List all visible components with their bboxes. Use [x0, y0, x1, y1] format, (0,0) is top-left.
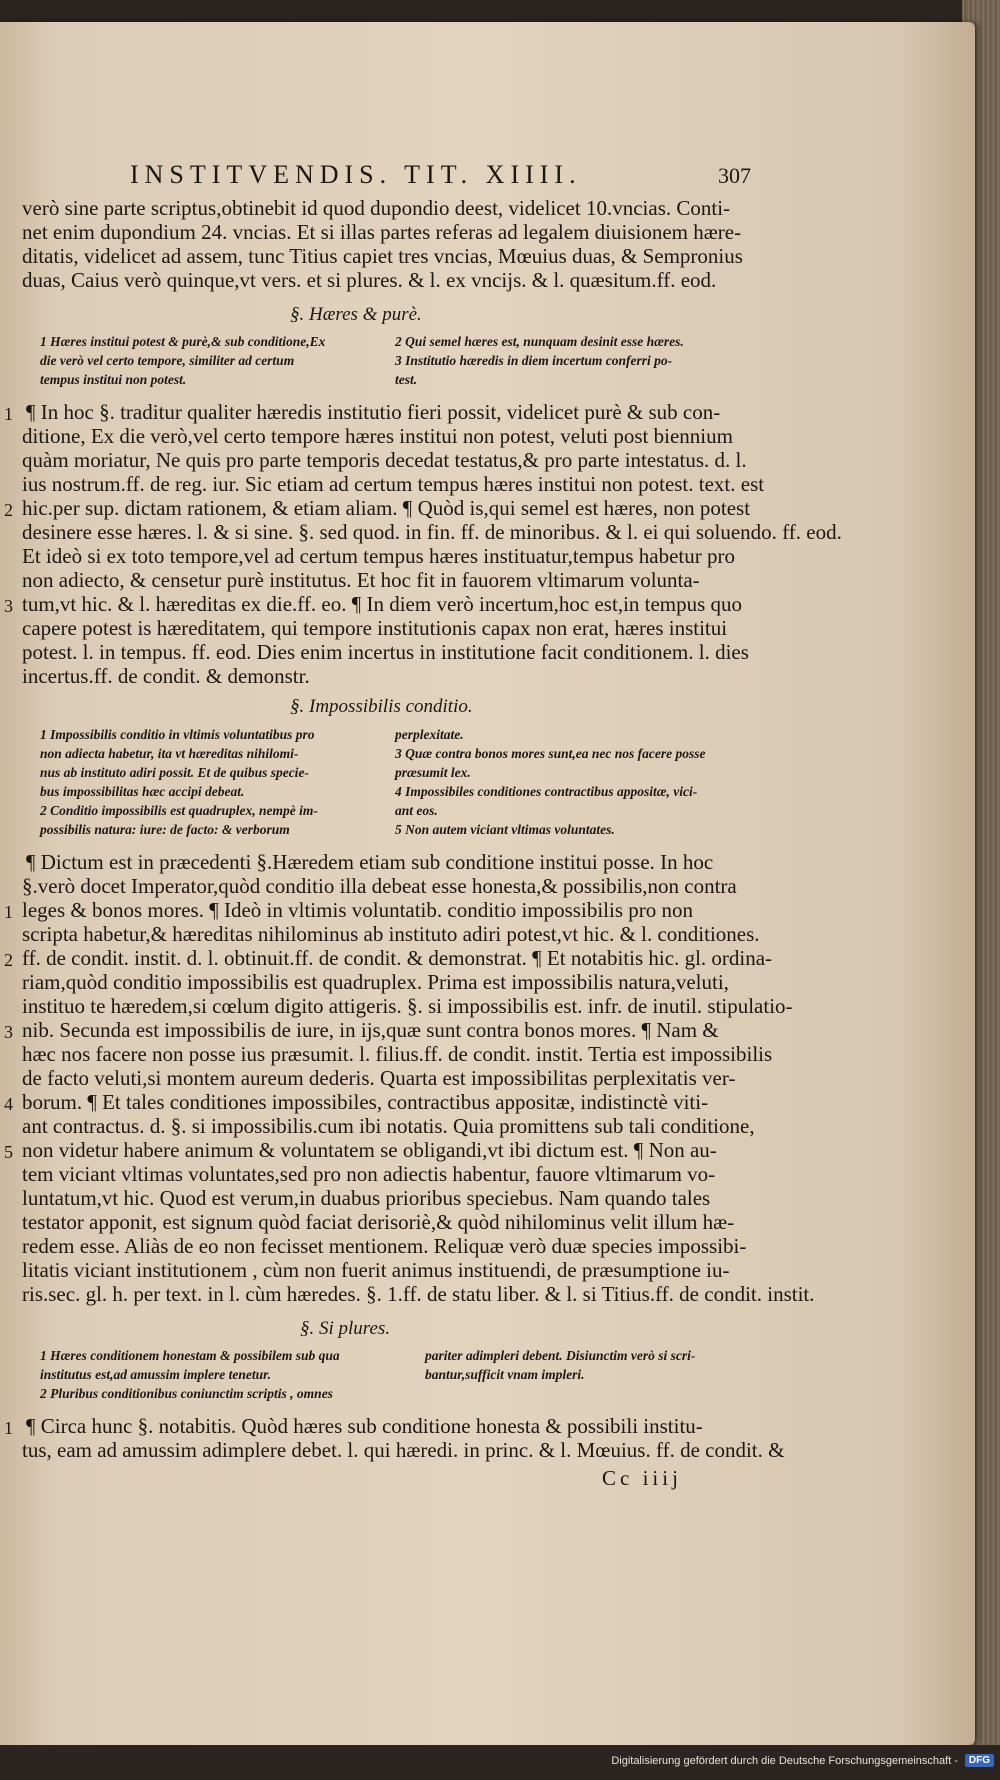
text-line: riam,quòd conditio impossibilis est quadruplex. Prima est impossibilis natura,veluti, — [22, 970, 729, 994]
text-line: quàm moriatur, Ne quis pro parte temporis decedat testatus,& pro parte intestatus. d. l. — [22, 448, 747, 472]
text-line: redem esse. Aliàs de eo non fecisset mentionem. Reliquæ verò duæ species impossibi- — [22, 1234, 747, 1258]
summary-left-line: tempus institui non potest. — [40, 372, 187, 387]
summary-right-line: perplexitate. — [395, 727, 464, 742]
text-line: ¶ In hoc §. traditur qualiter hæredis institutio fieri possit, videlicet purè & sub con- — [26, 400, 721, 424]
text-line: tus, eam ad amussim adimplere debet. l. qui hæredi. in princ. & l. Mœuius. ff. de condit. & — [22, 1438, 785, 1462]
signature-mark: Cc iiij — [602, 1466, 682, 1490]
text-line: hic.per sup. dictam rationem, & etiam aliam. ¶ Quòd is,qui semel est hæres, non potest — [22, 496, 751, 520]
text-line: leges & bonos mores. ¶ Ideò in vltimis voluntatib. conditio impossibilis pro non — [22, 898, 693, 922]
text-line: de facto veluti,si montem aureum dederis. Quarta est impossibilitas perplexitatis ver- — [22, 1066, 736, 1090]
section-title: §. Si plures. — [300, 1318, 391, 1339]
running-head: INSTITVENDIS. TIT. XIIII. — [130, 160, 582, 189]
text-line: ius nostrum.ff. de reg. iur. Sic etiam ad certum tempus hæres institui non potest. text. est — [22, 472, 765, 496]
text-line: tem viciant vltimas voluntates,sed pro non adiectis habentur, fauore vltimarum vo- — [22, 1162, 716, 1186]
summary-right-line: pariter adimpleri debent. Disiunctim verò si scri- — [425, 1348, 696, 1363]
text-line: capere potest is hæreditatem, qui tempore institutionis capax non erat, hæres institui — [22, 616, 728, 640]
text-line: incertus.ff. de condit. & demonstr. — [22, 664, 310, 688]
text-line: ris.sec. gl. h. per text. in l. cùm hæredes. §. 1.ff. de statu liber. & l. si Titius.ff. de condit. instit. — [22, 1282, 815, 1306]
text-line: non adiecto, & censetur purè institutus. Et hoc fit in fauorem vltimarum volunta- — [22, 568, 700, 592]
text-line: ditione, Ex die verò,vel certo tempore hæres institui non potest, veluti post biennium — [22, 424, 733, 448]
text-line: nib. Secunda est impossibilis de iure, in ijs,quæ sunt contra bonos mores. ¶ Nam & — [22, 1018, 719, 1042]
summary-right-line: 3 Institutio hæredis in diem incertum conferri po- — [395, 353, 673, 368]
summary-left-line: 2 Conditio impossibilis est quadruplex, nempè im- — [40, 803, 318, 818]
margin-number: 1 — [4, 1418, 13, 1438]
summary-left-line: non adiecta habetur, ita vt hæreditas nihilomi- — [40, 746, 299, 761]
summary-right-line: ant eos. — [395, 803, 438, 818]
margin-number: 3 — [4, 596, 13, 616]
summary-left-line: 1 Hæres institui potest & purè,& sub conditione,Ex — [40, 334, 326, 349]
summary-left-line: institutus est,ad amussim implere tenetur. — [40, 1367, 272, 1382]
margin-number: 4 — [4, 1094, 13, 1114]
text-line: testator apponit, est signum quòd faciat derisoriè,& quòd nihilominus velit illum hæ- — [22, 1210, 735, 1234]
text-line: verò sine parte scriptus,obtinebit id quod dupondio deest, videlicet 10.vncias. Conti- — [22, 196, 731, 220]
section-title: §. Impossibilis conditio. — [290, 696, 473, 717]
summary-left-line: possibilis natura: iure: de facto: & verborum — [40, 822, 290, 837]
text-line: non videtur habere animum & voluntatem se obligandi,vt ibi dictum est. ¶ Non au- — [22, 1138, 717, 1162]
section-title: §. Hæres & purè. — [290, 304, 422, 325]
text-line: tum,vt hic. & l. hæreditas ex die.ff. eo. ¶ In diem verò incertum,hoc est,in tempus quo — [22, 592, 743, 616]
footer-bar — [0, 1745, 1000, 1780]
margin-number: 3 — [4, 1022, 13, 1042]
text-line: desinere esse hæres. l. & si sine. §. sed quod. in fin. ff. de minoribus. & l. ei qui soluendo. ff. eod. — [22, 520, 842, 544]
summary-left-line: die verò vel certo tempore, similiter ad certum — [40, 353, 295, 368]
summary-right-line: 4 Impossibiles conditiones contractibus appositæ, vici- — [395, 784, 698, 799]
summary-left-line: nus ab instituto adiri possit. Et de quibus specie- — [40, 765, 309, 780]
text-line: ant contractus. d. §. si impossibilis.cum ibi notatis. Quia promittens sub tali conditione, — [22, 1114, 755, 1138]
text-line: §.verò docet Imperator,quòd conditio illa debeat esse honesta,& possibilis,non contra — [22, 874, 737, 898]
margin-number: 2 — [4, 950, 13, 970]
text-line: Et ideò si ex toto tempore,vel ad certum tempus hæres instituatur,tempus habetur pro — [22, 544, 735, 568]
text-line: instituo te hæredem,si cœlum digito attigeris. §. si impossibilis est. infr. de inutil. stipulatio- — [22, 994, 793, 1018]
text-line: ¶ Circa hunc §. notabitis. Quòd hæres sub conditione honesta & possibili institu- — [26, 1414, 703, 1438]
page-number: 307 — [718, 163, 751, 188]
text-line: hæc nos facere non posse ius præsumit. l. filius.ff. de condit. instit. Tertia est impossibilis — [22, 1042, 773, 1066]
summary-right-line: præsumit lex. — [395, 765, 471, 780]
margin-number: 5 — [4, 1142, 13, 1162]
summary-left-line: bus impossibilitas hæc accipi debeat. — [40, 784, 245, 799]
summary-left-line: 2 Pluribus conditionibus coniunctim scriptis , omnes — [40, 1386, 333, 1401]
footer-credit: Digitalisierung gefördert durch die Deutsche Forschungsgemeinschaft - — [611, 1755, 958, 1767]
text-line: ¶ Dictum est in præcedenti §.Hæredem etiam sub conditione institui posse. In hoc — [26, 850, 714, 874]
summary-right-line: bantur,sufficit vnam impleri. — [425, 1367, 585, 1382]
text-line: litatis viciant institutionem , cùm non fuerit animus instituendi, de præsumptione iu- — [22, 1258, 730, 1282]
summary-right-line: 2 Qui semel hæres est, nunquam desinit esse hæres. — [395, 334, 684, 349]
text-line: luntatum,vt hic. Quod est verum,in duabus prioribus speciebus. Nam quando tales — [22, 1186, 711, 1210]
summary-left-line: 1 Impossibilis conditio in vltimis voluntatibus pro — [40, 727, 315, 742]
text-line: scripta habetur,& hæreditas nihilominus ab instituto adiri potest,vt hic. & l. conditiones. — [22, 922, 760, 946]
dfg-logo: DFG — [965, 1754, 994, 1767]
summary-right-line: test. — [395, 372, 418, 387]
text-line: net enim dupondium 24. vncias. Et si illas partes referas ad legalem diuisionem hære- — [22, 220, 742, 244]
text-line: ff. de condit. instit. d. l. obtinuit.ff. de condit. & demonstrat. ¶ Et notabitis hic. gl. ordina- — [22, 946, 773, 970]
summary-right-line: 3 Quæ contra bonos mores sunt,ea nec nos facere posse — [395, 746, 706, 761]
text-line: ditatis, videlicet ad assem, tunc Titius capiet tres vncias, Mœuius duas, & Sempronius — [22, 244, 743, 268]
text-line: potest. l. in tempus. ff. eod. Dies enim incertus in institutione facit conditionem. l. dies — [22, 640, 749, 664]
text-line: duas, Caius verò quinque,vt vers. et si plures. & l. ex vncijs. & l. quæsitum.ff. eod. — [22, 268, 717, 292]
margin-number: 2 — [4, 500, 13, 520]
margin-number: 1 — [4, 902, 13, 922]
summary-right-line: 5 Non autem viciant vltimas voluntates. — [395, 822, 615, 837]
margin-number: 1 — [4, 404, 13, 424]
summary-left-line: 1 Hæres conditionem honestam & possibilem sub qua — [40, 1348, 340, 1363]
text-line: borum. ¶ Et tales conditiones impossibiles, contractibus appositæ, indistinctè viti- — [22, 1090, 709, 1114]
